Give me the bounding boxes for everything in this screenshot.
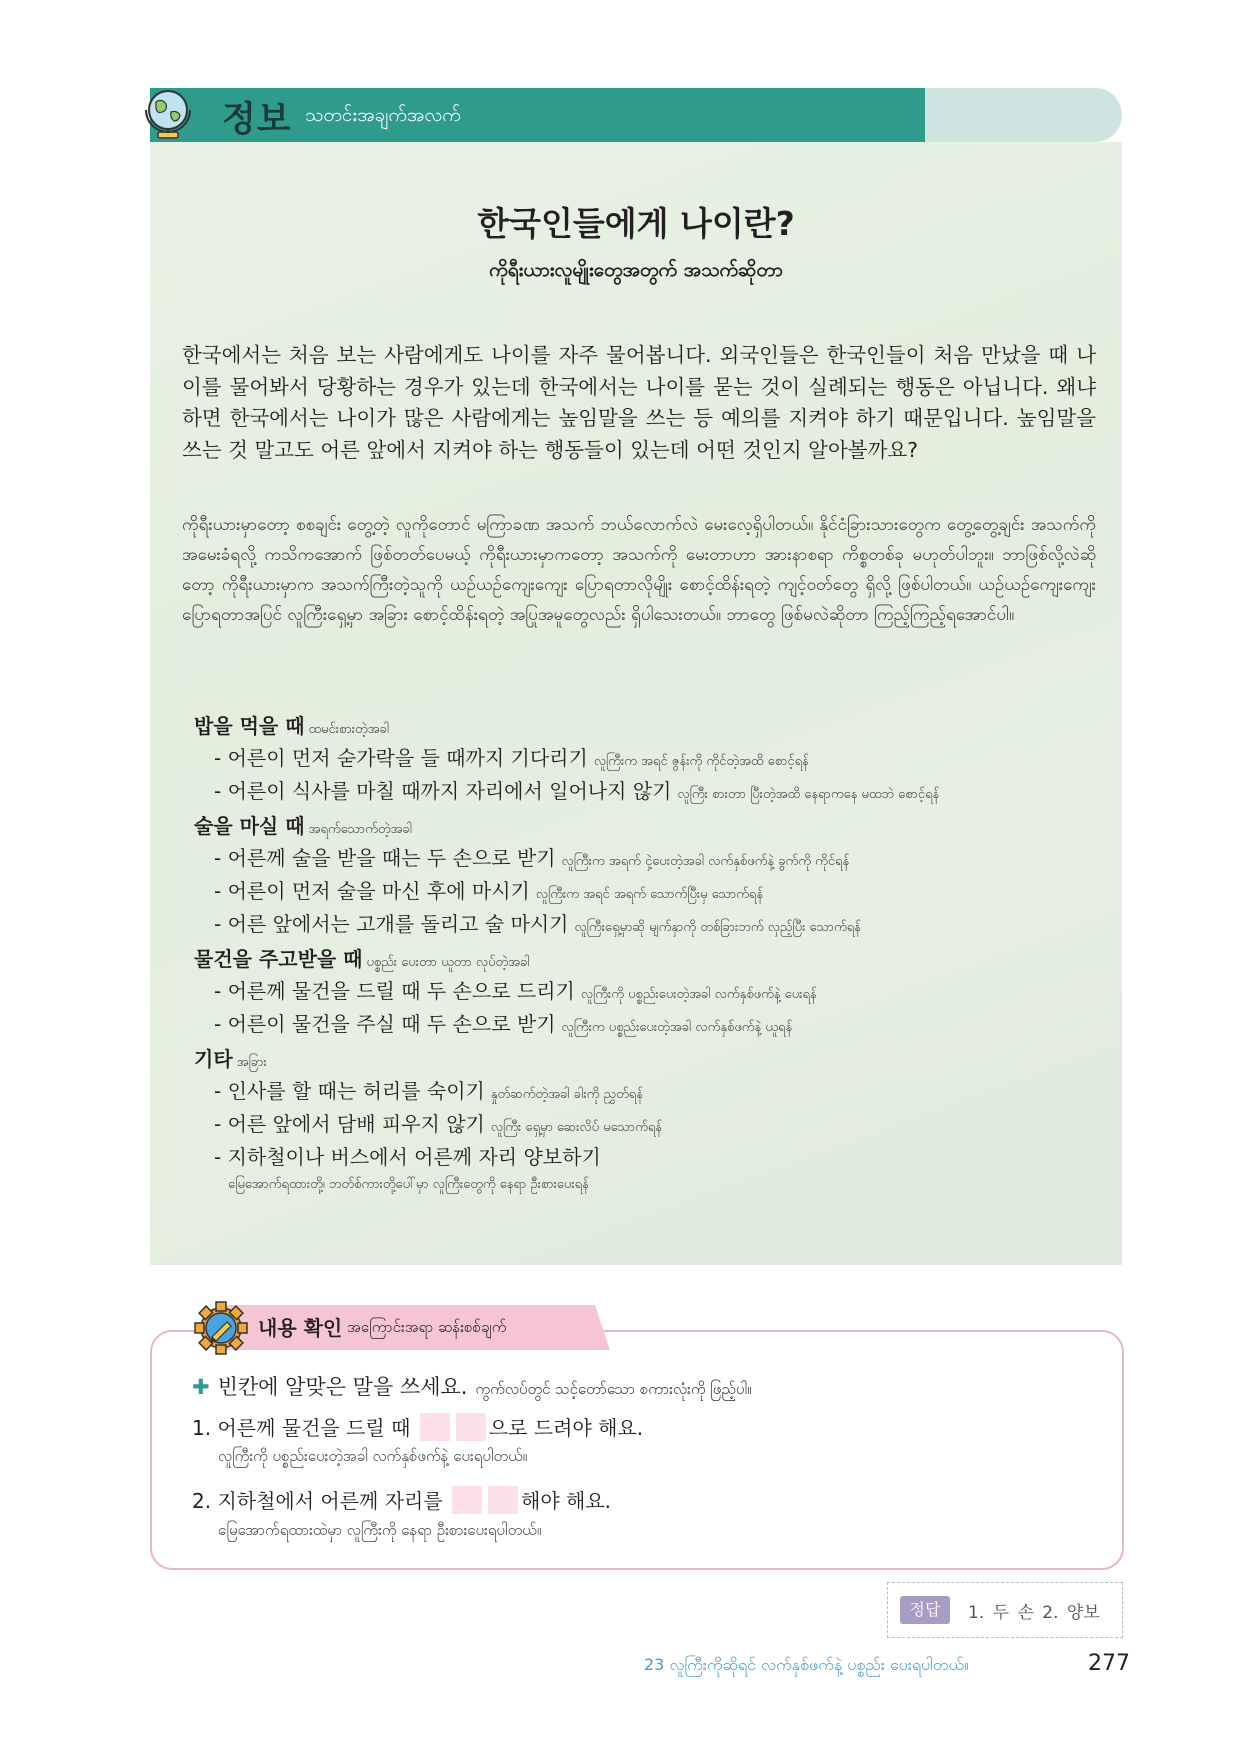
answer-blank[interactable] [452,1486,482,1514]
globe-icon [138,84,198,144]
footer-chapter-title: 23 လူကြီးကိုဆိုရင် လက်နှစ်ဖက်နဲ့ ပစ္စည်း ပေးရပါတယ်။ [644,1655,969,1674]
section-giving-receiving [194,943,1094,1041]
check-title: 내용 확인 [258,1316,343,1340]
list-item: - 어른께 술을 받을 때는 두 손으로 받기 လူကြီးက အရက် ငှဲ့ပေးတဲ့အခါ လက်နှစ်ဖက်နဲ့ ခွက်ကို ကိုင်ရန် [214,846,850,870]
answer-blank[interactable] [420,1413,450,1441]
page-number: 277 [1088,1651,1130,1676]
question-1-translation: လူကြီးကို ပစ္စည်းပေးတဲ့အခါ လက်နှစ်ဖက်နဲ့ ပေးရပါတယ်။ [218,1447,528,1465]
section-heading: 밥을 먹을 때 [194,714,305,738]
section-heading: 기타 [194,1047,233,1071]
list-item: - 인사를 할 때는 허리를 숙이기 နှုတ်ဆက်တဲ့အခါ ခါးကို ညွှတ်ရန် [214,1079,643,1103]
myanmar-paragraph: ကိုရီးယားမှာတော့ စစချင်း တွေ့တဲ့ လူကိုတောင် မကြာခဏ အသက် ဘယ်လောက်လဲ မေးလေ့ရှိပါတယ်။ နိုင်ငံခြားသားတွေက တွေ့တွေ့ချင်း အသက်ကို အမေးခံရလို့ ကသိကအောက် ဖြစ်တတ်ပေမယ့် ကိုရီးယားမှာကတော့ အသက်ကို မေးတာဟာ အားနာစရာ ကိစ္စတစ်ခု မဟုတ်ပါဘူး။ ဘာဖြစ်လို့လဲဆိုတော့ ကိုရီးယားမှာက အသက်ကြီးတဲ့သူကို ယဉ်ယဉ်ကျေးကျေး ပြောရတာလိုမျိုး စောင့်ထိန်းရတဲ့ ကျင့်ဝတ်တွေ ရှိလို့ ဖြစ်ပါတယ်။ ယဉ်ယဉ်ကျေးကျေး ပြောရတာအပြင် လူကြီးရှေ့မှာ အခြား စောင့်ထိန်းရတဲ့ အပြုအမူတွေလည်း ရှိပါသေးတယ်။ ဘာတွေ ဖြစ်မလဲဆိုတာ ကြည့်ကြည့်ရအောင်ပါ။ [182,515,1097,625]
plus-icon: ✚ [192,1375,210,1399]
answer-text: 1. 두 손 2. 양보 [968,1603,1100,1623]
section-heading-my: အရက်သောက်တဲ့အခါ [308,822,412,837]
list-item: - 어른이 물건을 주실 때 두 손으로 받기 လူကြီးက ပစ္စည်းပေးတဲ့အခါ လက်နှစ်ဖက်နဲ့ ယူရန် [214,1012,793,1036]
question-1: 1. 어른께 물건을 드릴 때 으로 드려야 해요. [192,1412,643,1441]
article-title: 한국인들에게 나이란? [477,204,795,243]
list-item: - 어른 앞에서 담배 피우지 않기 လူကြီး ရှေ့မှာ ဆေးလိပ် မသောက်ရန် [214,1112,663,1136]
section-heading-my: အခြား [236,1055,267,1070]
gear-pencil-icon [193,1300,249,1356]
section-eating [194,710,1094,808]
list-item: - 어른이 식사를 마칠 때까지 자리에서 일어나지 않기 လူကြီး စားတာ ပြီးတဲ့အထိ နေရာကနေ မထဘဲ စောင့်ရန် [214,779,940,803]
list-item: - 어른이 먼저 술을 마신 후에 마시기 လူကြီးက အရင် အရက် သောက်ပြီးမှ သောက်ရန် [214,879,764,903]
section-heading: 물건을 주고받을 때 [194,947,363,971]
header-subtitle: သတင်းအချက်အလက် [305,104,461,126]
header-title: 정보 [222,100,292,140]
list-item: - 어른께 물건을 드릴 때 두 손으로 드리기 လူကြီးကို ပစ္စည်းပေးတဲ့အခါ လက်နှစ်ဖက်နဲ့ ပေးရန် [214,979,817,1003]
etiquette-sections [194,710,1094,1200]
info-header-band [150,88,1122,142]
question-2: 2. 지하철에서 어른께 자리를 해야 해요. [192,1485,611,1514]
info-panel [150,142,1122,1265]
answer-blank[interactable] [456,1413,486,1441]
article-subtitle: ကိုရီးယားလူမျိုးတွေအတွက် အသက်ဆိုတာ [489,259,783,281]
section-heading: 술을 마실 때 [194,814,305,838]
list-item-note: မြေအောက်ရထားတို့၊ ဘတ်စ်ကားတို့ပေါ်မှာ လူကြီးတွေကို နေရာ ဦးစားပေးရန် [228,1177,589,1192]
answer-label: 정답 [900,1596,950,1624]
list-item: - 지하철이나 버스에서 어른께 자리 양보하기 [214,1145,601,1169]
list-item: - 어른이 먼저 숟가락을 들 때까지 기다리기 လူကြီးက အရင် ဇွန်းကို ကိုင်တဲ့အထိ စောင့်ရန် [214,746,809,770]
answer-blank[interactable] [488,1486,518,1514]
section-other [194,1043,1094,1200]
section-heading-my: ထမင်းစားတဲ့အခါ [308,722,390,737]
list-item: - 어른 앞에서는 고개를 돌리고 술 마시기 လူကြီးရှေ့မှာဆို မျက်နှာကို တစ်ခြားဘက် လှည့်ပြီး သောက်ရန် [214,912,861,936]
section-heading-my: ပစ္စည်း ပေးတာ ယူတာ လုပ်တဲ့အခါ [366,955,530,970]
check-title-my: အကြောင်းအရာ ဆန်းစစ်ချက် [347,1318,507,1336]
instruction: ✚ 빈칸에 알맞은 말을 쓰세요. ကွက်လပ်တွင် သင့်တော်သော စကားလုံးကို ဖြည့်ပါ။ [192,1375,752,1399]
question-2-translation: မြေအောက်ရထားထဲမှာ လူကြီးကို နေရာ ဦးစားပေးရပါတယ်။ [218,1521,542,1539]
section-drinking [194,810,1094,941]
korean-paragraph: 한국에서는 처음 보는 사람에게도 나이를 자주 물어봅니다. 외국인들은 한국인들이 처음 만났을 때 나이를 물어봐서 당황하는 경우가 있는데 한국에서는 나이를 묻는 것이 실례되는 행동은 아닙니다. 왜냐하면 한국에서는 나이가 많은 사람에게는 높임말을 쓰는 등 예의를 지켜야 하기 때문입니다. 높임말을 쓰는 것 말고도 어른 앞에서 지켜야 하는 행동들이 있는데 어떤 것인지 알아볼까요? [182,343,1096,462]
